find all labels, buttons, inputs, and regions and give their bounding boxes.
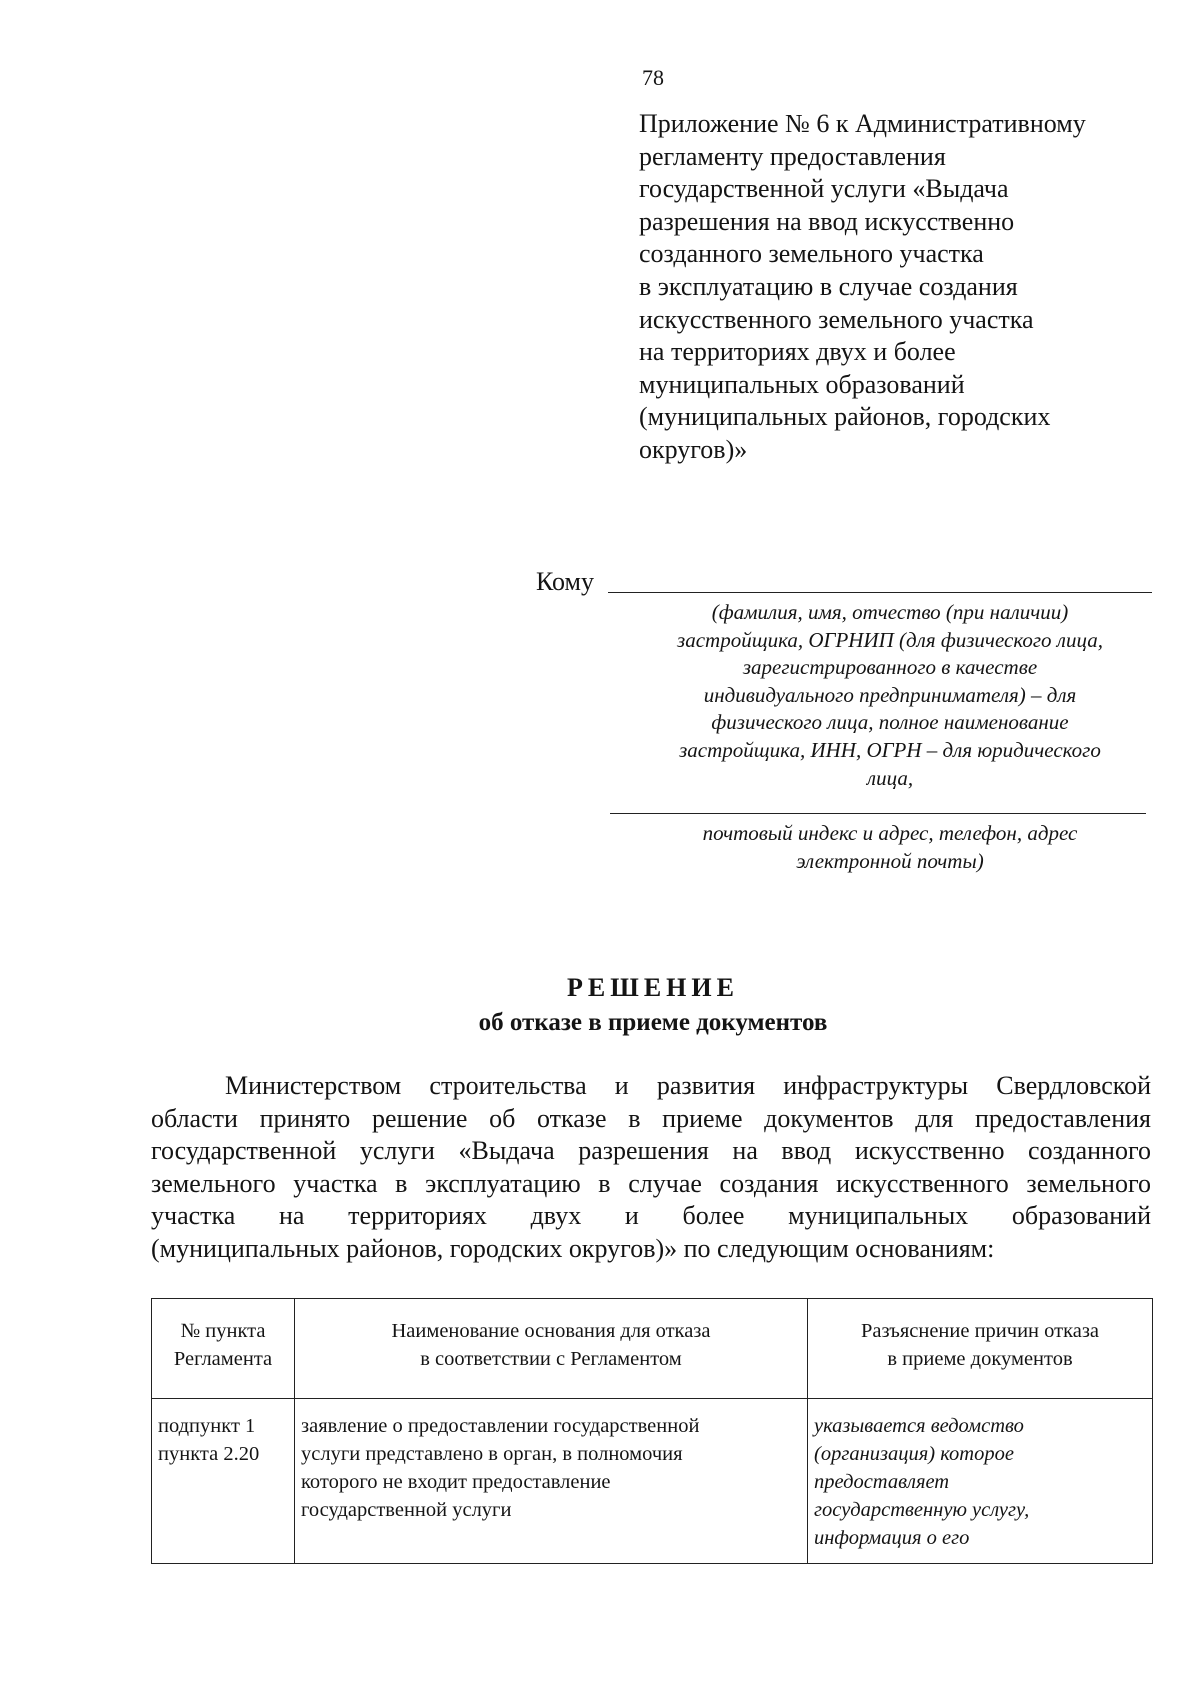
page-number: 78 (642, 65, 664, 90)
decision-title: РЕШЕНИЕ (567, 973, 739, 1002)
body-line: Министерством строительства и развития инфраструктуры Свердловской (225, 1071, 1151, 1100)
cell-line: указывается ведомство (814, 1415, 1024, 1437)
appendix-line: регламенту предоставления (639, 141, 946, 171)
appendix-line: искусственного земельного участка (639, 304, 1034, 334)
table-row (152, 1399, 1153, 1564)
header-line: Регламента (173, 1348, 273, 1370)
header-line: Разъяснение причин отказа (860, 1320, 1100, 1342)
cell-line: государственной услуги (301, 1499, 512, 1521)
body-line: земельного участка в эксплуатацию в случае создания искусственного земельного (151, 1168, 1151, 1198)
body-line: (муниципальных районов, городских округов)» по следующим основаниям: (151, 1233, 995, 1263)
decision-body (151, 1070, 1151, 1266)
appendix-line: муниципальных образований (639, 369, 965, 399)
cell-line: заявление о предоставлении государственной (301, 1415, 700, 1437)
addressee-hint (630, 599, 1150, 792)
cell-line: информация о его (814, 1527, 970, 1549)
address-hint-line: электронной почты) (796, 848, 984, 873)
cell-line: пункта 2.20 (158, 1443, 260, 1465)
header-line: № пункта (180, 1320, 266, 1342)
header-ground (295, 1299, 808, 1399)
appendix-line: в эксплуатацию в случае создания (639, 271, 1018, 301)
cell-line: предоставляет (814, 1471, 950, 1493)
body-line: участка на территориях двух и более муниципальных образований (151, 1201, 1151, 1231)
appendix-line: Приложение № 6 к Административному (639, 109, 1086, 138)
appendix-line: на территориях двух и более (639, 337, 956, 367)
address-hint-line: почтовый индекс и адрес, телефон, адрес (702, 821, 1078, 845)
addressee-hint-line: лица, (866, 765, 914, 790)
addressee-hint-line: застройщика, ОГРНИП (для физического лица, (677, 627, 1103, 652)
appendix-line: округов)» (639, 434, 748, 464)
addressee-hint-line: (фамилия, имя, отчество (при наличии) (711, 600, 1069, 624)
decision-subtitle: об отказе в приеме документов (478, 1009, 828, 1036)
appendix-line: созданного земельного участка (639, 239, 984, 269)
addressee-hint-line: застройщика, ИНН, ОГРН – для юридического (679, 737, 1101, 762)
addressee-label: Кому (536, 567, 595, 596)
addressee-name-line (608, 592, 1152, 593)
header-point (152, 1299, 295, 1399)
cell-line: услуги представлено в орган, в полномочия (301, 1443, 683, 1465)
table-header-row (152, 1299, 1153, 1399)
appendix-line: разрешения на ввод искусственно (639, 206, 1015, 236)
cell-line: которого не входит предоставление (301, 1471, 611, 1493)
address-hint (630, 820, 1150, 875)
addressee-hint-line: индивидуального предпринимателя) – для (703, 682, 1077, 707)
header-line: Наименование основания для отказа (391, 1320, 711, 1342)
grounds-table (151, 1298, 1153, 1564)
appendix-line: (муниципальных районов, городских (639, 402, 1051, 432)
appendix-line: государственной услуги «Выдача (639, 174, 1009, 204)
cell-line: государственную услугу, (814, 1499, 1030, 1521)
cell-explanation (808, 1399, 1153, 1564)
cell-line: подпункт 1 (158, 1415, 256, 1437)
appendix-header (639, 108, 1159, 467)
addressee-hint-line: физического лица, полное наименование (711, 710, 1069, 735)
header-line: в соответствии с Регламентом (420, 1348, 682, 1370)
header-line: в приеме документов (887, 1348, 1073, 1370)
addressee-address-line (610, 813, 1146, 814)
cell-point (152, 1399, 295, 1564)
body-line: области принято решение об отказе в приеме документов для предоставления (151, 1103, 1151, 1133)
addressee-hint-line: зарегистрированного в качестве (742, 655, 1038, 680)
cell-ground (295, 1399, 808, 1564)
body-line: государственной услуги «Выдача разрешения на ввод искусственно созданного (151, 1136, 1151, 1166)
header-explanation (808, 1299, 1153, 1399)
cell-line: (организация) которое (814, 1443, 1014, 1465)
